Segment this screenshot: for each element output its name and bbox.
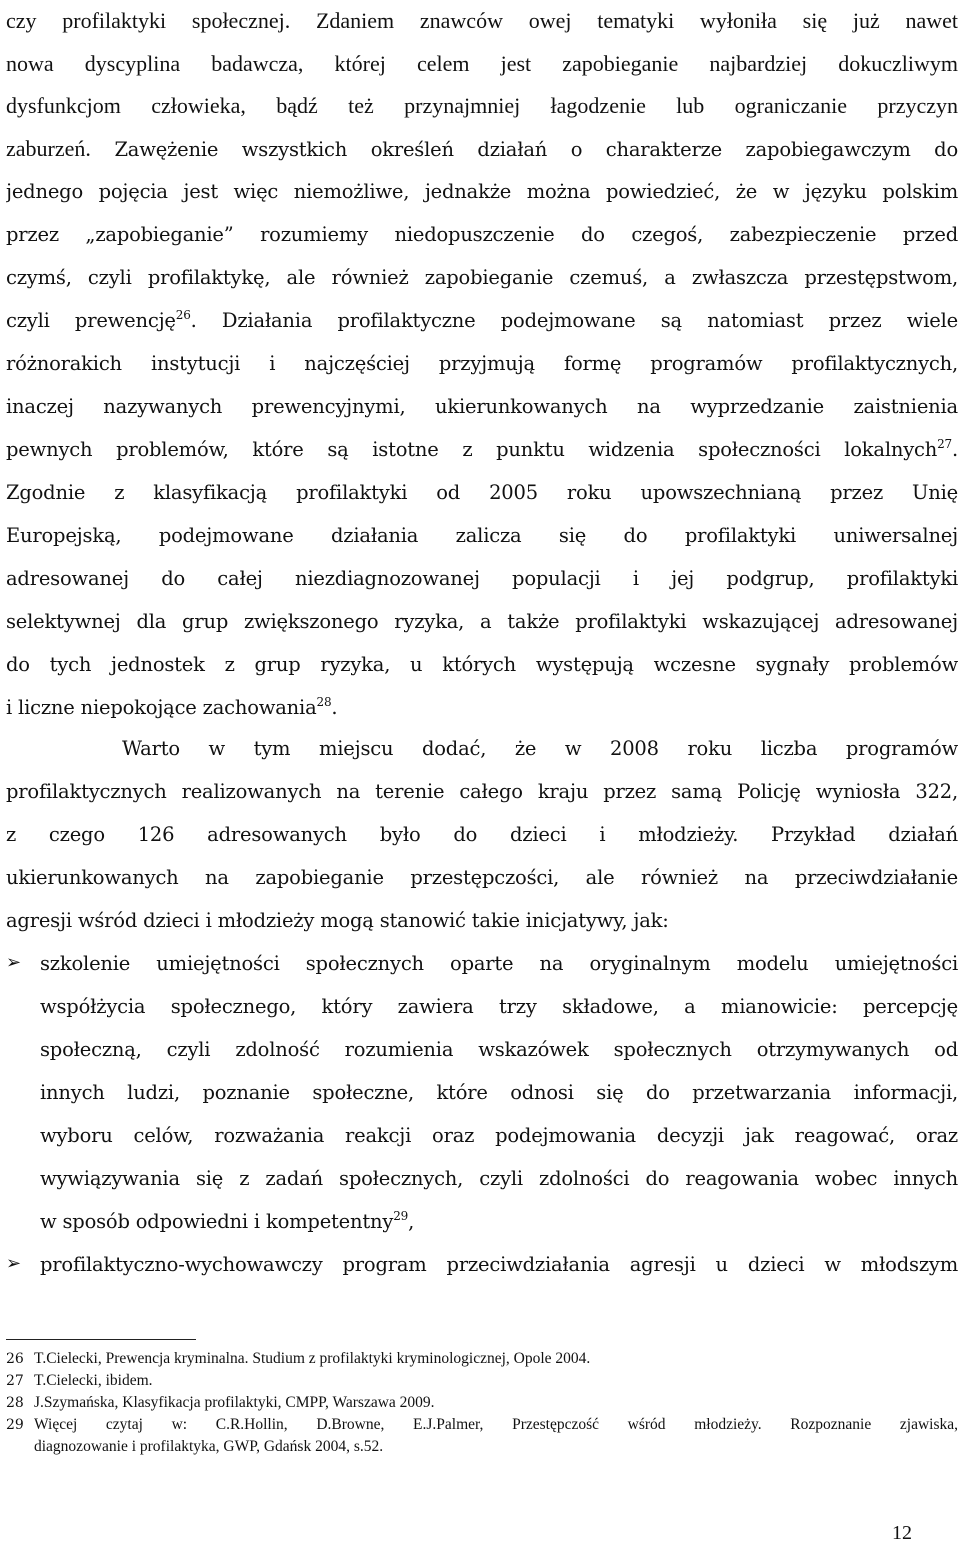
arrow-bullet-icon: ➢ bbox=[6, 1253, 21, 1274]
text-span: . bbox=[331, 696, 338, 719]
text-line bbox=[40, 1200, 958, 1243]
text-span: w sposób odpowiedni i kompetentny bbox=[40, 1210, 394, 1233]
text-line: przez „zapobieganie” rozumiemy niedopuszczenie do czegoś, zabezpieczenie przed bbox=[6, 223, 958, 246]
text-span: pewnych problemów, które są istotne z punktu widzenia społeczności lokalnych bbox=[6, 438, 938, 461]
text-line: współżycia społecznego, który zawiera trzy składowe, a mianowicie: percepcję bbox=[40, 995, 958, 1018]
text-line: inaczej nazywanych prewencyjnymi, ukierunkowanych na wyprzedzanie zaistnienia bbox=[6, 395, 958, 418]
footnote-text: J.Szymańska, Klasyfikacja profilaktyki, CMPP, Warszawa 2009. bbox=[34, 1394, 435, 1411]
text-line bbox=[6, 299, 958, 342]
footnote-text: Więcej czytaj w: C.R.Hollin, D.Browne, E.J.Palmer, Przestępczość wśród młodzieży. Rozpoznanie zjawiska, bbox=[34, 1416, 958, 1433]
text-line: profilaktyczno-wychowawczy program przeciwdziałania agresji u dzieci w młodszym bbox=[40, 1253, 958, 1276]
text-span: . bbox=[952, 438, 958, 461]
text-line: do tych jednostek z grup ryzyka, u których występują wczesne sygnały problemów bbox=[6, 653, 958, 676]
paragraph-top bbox=[6, 0, 958, 128]
text-line: Zgodnie z klasyfikacją profilaktyki od 2005 roku upowszechnianą przez Unię bbox=[6, 481, 958, 504]
text-span: czyli prewencję bbox=[6, 309, 176, 332]
text-line: agresji wśród dzieci i młodzieży mogą stanowić takie inicjatywy, jak: bbox=[6, 909, 669, 932]
footnote-26 bbox=[6, 1348, 958, 1370]
footnote-number: 27 bbox=[6, 1373, 24, 1389]
text-line: adresowanej do całej niezdiagnozowanej populacji i jej podgrup, profilaktyki bbox=[6, 567, 958, 590]
text-line: czymś, czyli profilaktykę, ale również zapobieganie czemuś, a zwłaszcza przestępstwom, bbox=[6, 266, 958, 289]
footnote-text: diagnozowanie i profilaktyka, GWP, Gdańsk 2004, s.52. bbox=[34, 1438, 384, 1455]
text-line bbox=[6, 428, 958, 471]
footnote-text: T.Cielecki, Prewencja kryminalna. Studium z profilaktyki kryminologicznej, Opole 2004. bbox=[34, 1350, 591, 1367]
arrow-bullet-icon: ➢ bbox=[6, 952, 21, 973]
bullet-list bbox=[0, 942, 960, 1286]
paragraph-main bbox=[6, 127, 958, 729]
text-line: Warto w tym miejscu dodać, że w 2008 roku liczba programów bbox=[122, 737, 958, 760]
footnote-ref-28[interactable]: 28 bbox=[316, 695, 332, 709]
text-line: dysfunkcjom człowieka, bądź też przynajmniej łagodzenie lub ograniczanie przyczyn bbox=[6, 93, 958, 119]
footnote-27 bbox=[6, 1370, 958, 1392]
text-line bbox=[6, 127, 958, 170]
footnote-number: 28 bbox=[6, 1395, 24, 1411]
footnote-text: T.Cielecki, ibidem. bbox=[34, 1372, 153, 1389]
text-line bbox=[6, 686, 958, 729]
text-line: wywiązywania się z zadań społecznych, czyli zdolności do reagowania wobec innych bbox=[40, 1167, 958, 1190]
text-span: zaburzeń. bbox=[6, 136, 91, 161]
text-span: , bbox=[408, 1210, 415, 1233]
text-line: nowa dyscyplina badawcza, której celem jest zapobieganie najbardziej dokuczliwym bbox=[6, 50, 958, 76]
footnote-ref-29[interactable]: 29 bbox=[393, 1209, 409, 1223]
text-line: ukierunkowanych na zapobieganie przestępczości, ale również na przeciwdziałanie bbox=[6, 866, 958, 889]
text-line: szkolenie umiejętności społecznych oparte na oryginalnym modelu umiejętności bbox=[40, 952, 958, 975]
text-line: społeczną, czyli zdolność rozumienia wskazówek społecznych otrzymywanych od bbox=[40, 1038, 958, 1061]
text-span: . Działania profilaktyczne podejmowane są natomiast przez wiele bbox=[190, 309, 958, 332]
text-line: Europejską, podejmowane działania zalicza się do profilaktyki uniwersalnej bbox=[6, 524, 958, 547]
text-line: innych ludzi, poznanie społeczne, które odnosi się do przetwarzania informacji, bbox=[40, 1081, 958, 1104]
text-span: Zawężenie wszystkich określeń działań o charakterze zapobiegawczym do bbox=[114, 138, 958, 161]
list-item bbox=[0, 942, 958, 1243]
text-line: jednego pojęcia jest więc niemożliwe, jednakże można powiedzieć, że w języku polskim bbox=[6, 180, 958, 203]
footnotes bbox=[6, 1348, 958, 1458]
text-line: różnorakich instytucji i najczęściej przyjmują formę programów profilaktycznych, bbox=[6, 352, 958, 375]
text-line: z czego 126 adresowanych było do dzieci i młodzieży. Przykład działań bbox=[6, 823, 958, 846]
paragraph-second bbox=[6, 727, 958, 942]
text-line: czy profilaktyki społecznej. Zdaniem znawców owej tematyki wyłoniła się już nawet bbox=[6, 8, 958, 33]
text-span: i liczne niepokojące zachowania bbox=[6, 696, 317, 719]
page-number: 12 bbox=[892, 1522, 912, 1544]
text-line: wyboru celów, rozważania reakcji oraz podejmowania decyzji jak reagować, oraz bbox=[40, 1124, 958, 1147]
footnote-29 bbox=[6, 1414, 958, 1458]
footnote-number: 29 bbox=[6, 1417, 24, 1433]
list-item bbox=[0, 1243, 958, 1286]
footnote-number: 26 bbox=[6, 1351, 24, 1367]
footnote-28 bbox=[6, 1392, 958, 1414]
footnote-separator bbox=[6, 1339, 196, 1340]
footnote-ref-27[interactable]: 27 bbox=[937, 437, 952, 451]
footnote-ref-26[interactable]: 26 bbox=[175, 308, 191, 322]
text-line: selektywnej dla grup zwiększonego ryzyka, a także profilaktyki wskazującej adresowanej bbox=[6, 610, 958, 633]
text-line: profilaktycznych realizowanych na terenie całego kraju przez samą Policję wyniosła 322, bbox=[6, 780, 958, 803]
